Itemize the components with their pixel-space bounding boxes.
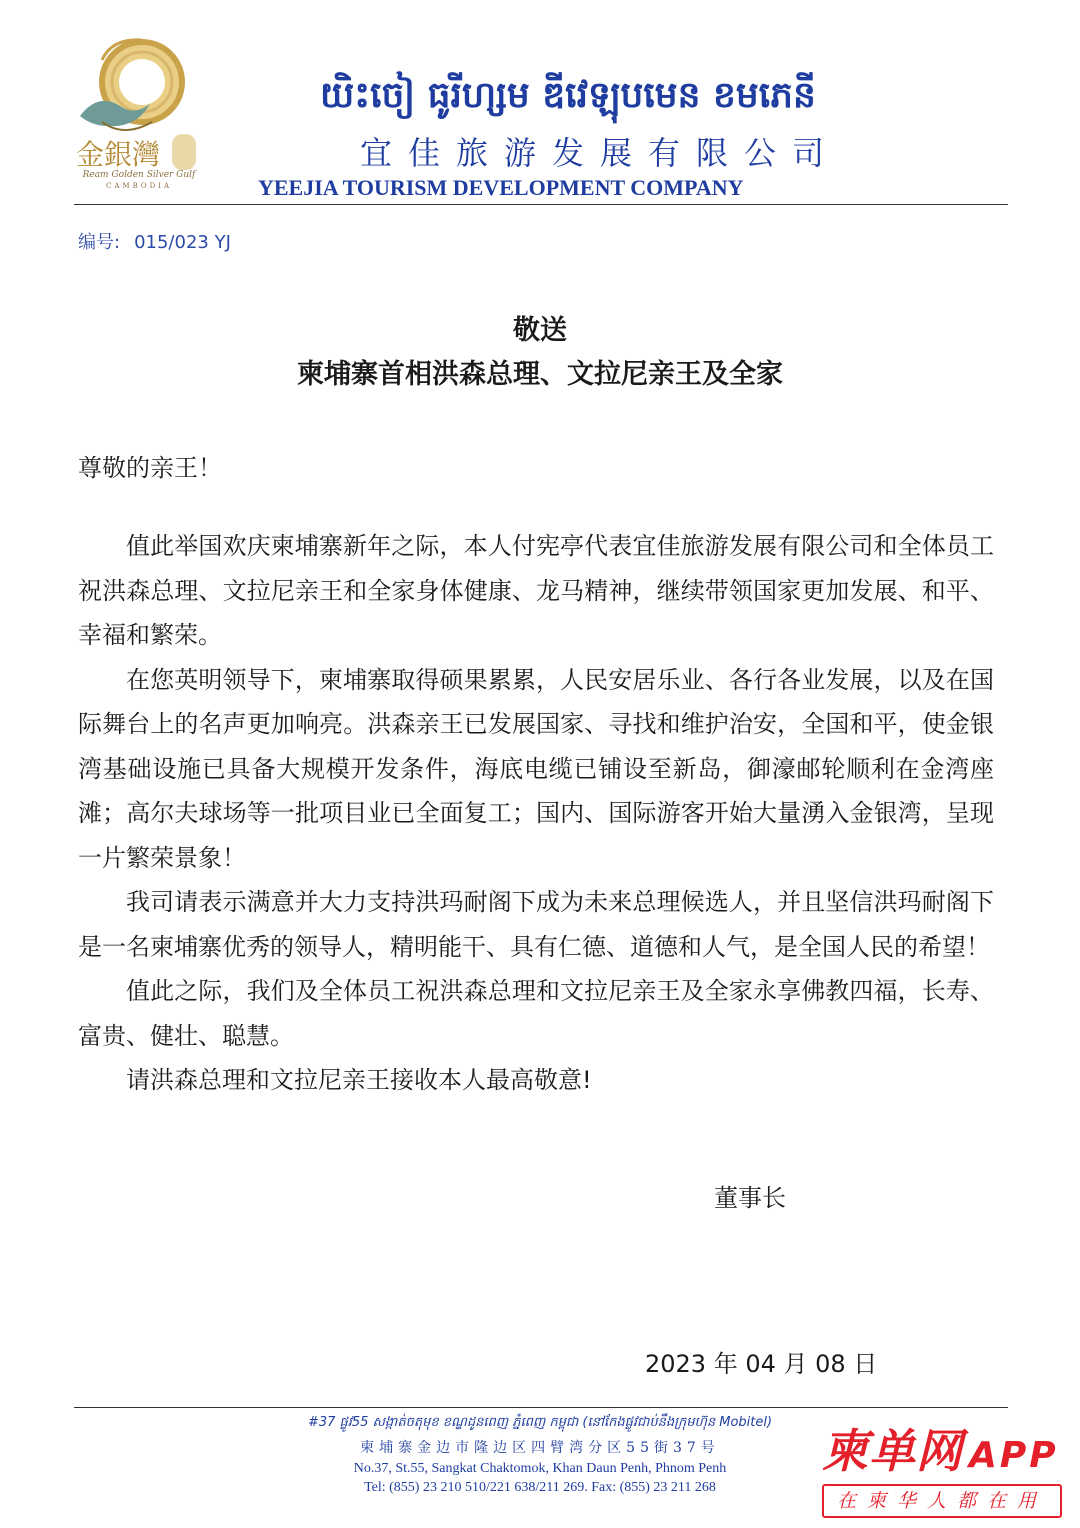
reference-number bbox=[78, 228, 231, 254]
signature-title: 董事长 bbox=[714, 1184, 786, 1212]
header-divider bbox=[74, 204, 1008, 205]
footer-address-chinese: 柬埔寨金边市隆边区四臂湾分区55街37号 bbox=[360, 1440, 720, 1456]
logo-caption bbox=[64, 170, 214, 192]
app-watermark bbox=[822, 1424, 1072, 1524]
watermark-tagline: 在柬华人都在用 bbox=[822, 1484, 1062, 1518]
letter-paragraph: 值此之际，我们及全体员工祝洪森总理和文拉尼亲王及全家永享佛教四福，长寿、富贵、健壮、聪慧。 bbox=[78, 977, 994, 1050]
logo-graphic bbox=[72, 30, 202, 190]
footer-address-english: No.37, St.55, Sangkat Chaktomok, Khan Daun Penh, Phnom Penh bbox=[353, 1461, 727, 1476]
company-name-khmer: យិះចៀ ធូរីហ្សម ឌីវេឡុបមេន ខមភេនី bbox=[320, 75, 816, 116]
letter-paragraph: 在您英明领导下，柬埔寨取得硕果累累，人民安居乐业、各行各业发展，以及在国际舞台上的名声更加响亮。洪森亲王已发展国家、寻找和维护治安，全国和平，使金银湾基础设施已具备大规模开发条件，海底电缆已铺设至新岛，御濠邮轮顺利在金湾座滩；高尔夫球场等一批项目业已全面复工；国内、国际游客开始大量湧入金银湾，呈现一片繁荣景象！ bbox=[78, 665, 994, 872]
watermark-app: APP bbox=[969, 1435, 1059, 1476]
letter-date: 2023 年 04 月 08 日 bbox=[645, 1350, 878, 1378]
reference-label: 编号: bbox=[78, 232, 121, 253]
company-name-english: YEEJIA TOURISM DEVELOPMENT COMPANY bbox=[258, 175, 744, 200]
letter-paragraph: 值此举国欢庆柬埔寨新年之际，本人付宪亭代表宜佳旅游发展有限公司和全体员工祝洪森总理、文拉尼亲王和全家身体健康、龙马精神，继续带领国家更加发展、和平、幸福和繁荣。 bbox=[78, 532, 994, 649]
watermark-brand: 柬单网 bbox=[822, 1424, 963, 1478]
company-name-chinese: 宜佳旅游发展有限公司 bbox=[360, 134, 841, 172]
footer-address-khmer: #37 ផ្លូវ55 សង្កាត់ចតុមុខ ខណ្ឌដូនពេញ ភ្នំពេញ កម្ពុជា (នៅកែងផ្លូវជាប់នឹងក្រុមហ៊ុន Mobitel) bbox=[307, 1415, 773, 1430]
reference-value: 015/023 YJ bbox=[134, 232, 231, 253]
watermark-title bbox=[822, 1424, 1059, 1483]
footer-contact: Tel: (855) 23 210 510/221 638/211 269. Fax: (855) 23 211 268 bbox=[364, 1480, 716, 1495]
title-line-1: 敬送 bbox=[513, 315, 567, 346]
company-logo bbox=[72, 30, 202, 190]
letter-paragraph: 我司请表示满意并大力支持洪玛耐阁下成为未来总理候选人，并且坚信洪玛耐阁下是一名柬埔寨优秀的领导人，精明能干、具有仁德、道德和人气，是全国人民的希望！ bbox=[78, 888, 994, 961]
letter-paragraph: 请洪森总理和文拉尼亲王接收本人最高敬意! bbox=[126, 1066, 592, 1094]
svg-text:金銀灣: 金銀灣 bbox=[76, 138, 161, 171]
footer-divider bbox=[74, 1407, 1008, 1408]
logo-country: CAMBODIA bbox=[105, 182, 173, 190]
letter-body bbox=[78, 524, 994, 1103]
letter-greeting: 尊敬的亲王！ bbox=[78, 454, 222, 482]
title-line-2: 柬埔寨首相洪森总理、文拉尼亲王及全家 bbox=[297, 359, 783, 390]
logo-caption-text: Ream Golden Silver Gulf bbox=[82, 170, 196, 180]
